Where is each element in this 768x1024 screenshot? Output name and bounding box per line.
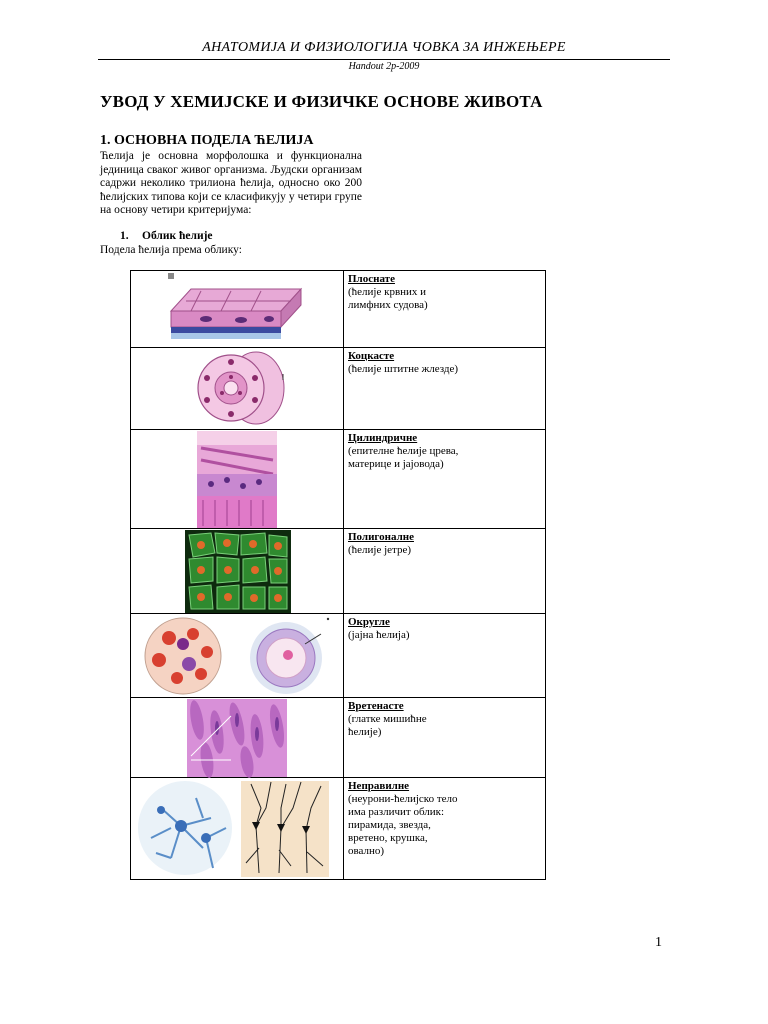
table-caption: Подела ћелија према облику: — [100, 244, 242, 256]
header-rule — [98, 59, 670, 60]
cell-type-info — [344, 271, 546, 348]
cell-type-name: Неправилне — [348, 780, 410, 792]
list-item-number: 1. — [120, 230, 129, 242]
cell-type-name: Коцкасте — [348, 350, 395, 362]
table-row — [131, 698, 546, 778]
cell-type-description: (епителне ћелије црева, материце и јајовода) — [348, 445, 459, 470]
cell-type-info — [344, 348, 546, 430]
cell-type-description: (јајна ћелија) — [348, 629, 410, 641]
cell-type-info — [344, 529, 546, 614]
table-row — [131, 529, 546, 614]
running-header-subtitle: Handout 2p-2009 — [348, 61, 420, 72]
running-header-title: АНАТОМИЈА И ФИЗИОЛОГИЈА ЧОВКА ЗА ИНЖЕЊЕРЕ — [202, 40, 566, 55]
cell-type-name: Вретенасте — [348, 700, 404, 712]
cell-type-name: Полигоналне — [348, 531, 414, 543]
cuboidal-epithelium-illustration — [131, 348, 344, 430]
cell-type-name: Плоснате — [348, 273, 395, 285]
cell-type-name: Цилиндричне — [348, 432, 418, 444]
hepatocytes-micrograph — [131, 529, 344, 614]
cell-type-info — [344, 698, 546, 778]
smooth-muscle-micrograph — [131, 698, 344, 778]
list-item-label: Облик ћелије — [142, 230, 213, 242]
cell-type-info — [344, 430, 546, 529]
cell-type-info — [344, 614, 546, 698]
cell-type-description: (ћелије јетре) — [348, 544, 412, 556]
cell-type-description: (ћелије штитне жлезде) — [348, 363, 458, 375]
page-number: 1 — [655, 935, 662, 950]
cell-type-info — [344, 778, 546, 880]
table-row — [131, 778, 546, 880]
intro-paragraph: Ћелија је основна морфолошка и функционална јединица сваког живог организма. Људски организам садржи неколико трилиона ћелија, односно око 200 ћелијских типова који се класификују у четири групе на основу четири критеријума: — [100, 150, 362, 216]
cell-type-description: (неурони-ћелијско тело има различит облик: пирамида, звезда, вретено, крушка, овално) — [348, 793, 458, 857]
table-row — [131, 614, 546, 698]
numbered-list-item — [120, 230, 213, 242]
cell-type-name: Округле — [348, 616, 390, 628]
columnar-epithelium-micrograph — [131, 430, 344, 529]
table-row — [131, 430, 546, 529]
squamous-epithelium-illustration — [131, 271, 344, 348]
cell-type-description: (глатке мишићне ћелије) — [348, 713, 427, 738]
table-row — [131, 271, 546, 348]
section-heading: 1. ОСНОВНА ПОДЕЛА ЋЕЛИЈА — [100, 133, 314, 148]
table-row — [131, 348, 546, 430]
document-title: УВОД У ХЕМИЈСКЕ И ФИЗИЧКЕ ОСНОВЕ ЖИВОТА — [100, 92, 543, 111]
cell-shape-table — [130, 270, 546, 880]
round-cells-illustration — [131, 614, 344, 698]
neuron-illustrations — [131, 778, 344, 880]
cell-type-description: (ћелије крвних и лимфних судова) — [348, 286, 428, 311]
